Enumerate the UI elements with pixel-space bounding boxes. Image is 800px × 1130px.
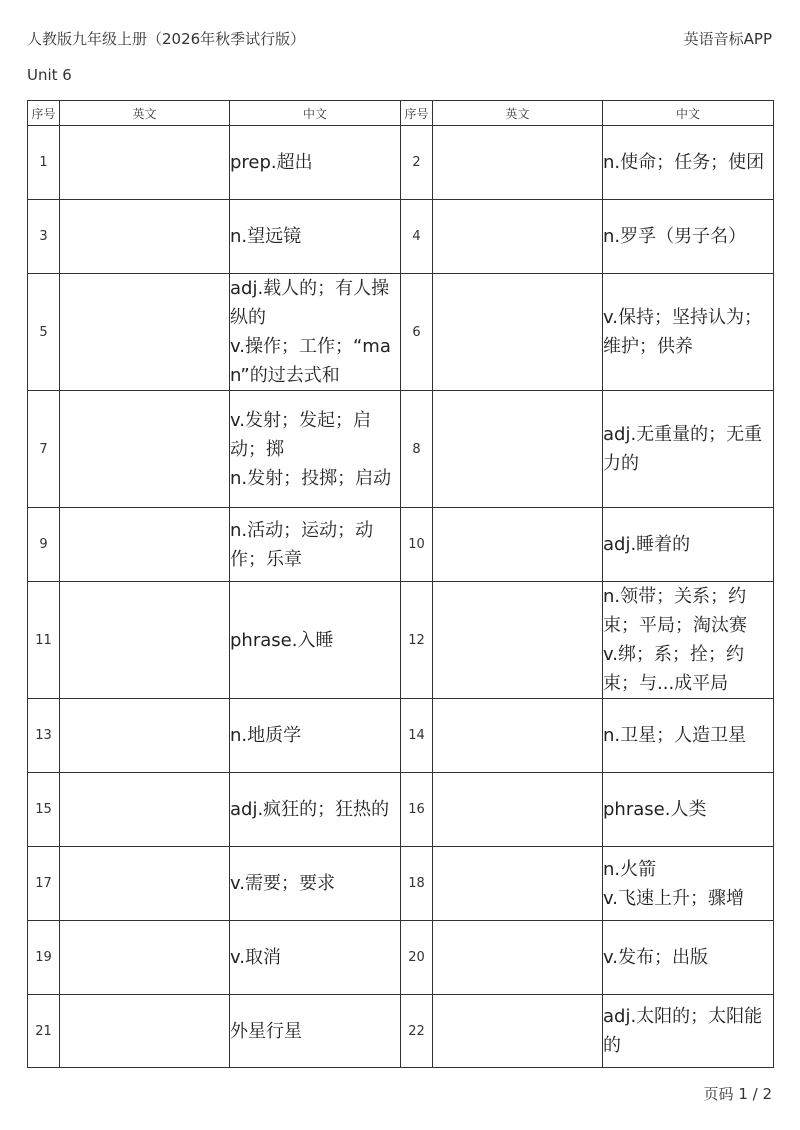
chinese-meaning — [230, 995, 401, 1068]
chinese-meaning — [230, 847, 401, 921]
meaning-line: adj.太阳的；太阳能的 — [603, 1006, 763, 1056]
chinese-meaning — [230, 200, 401, 274]
document-title: 人教版九年级上册（2026年秋季试行版） — [27, 30, 306, 48]
chinese-meaning — [230, 582, 401, 699]
entry-number: 17 — [28, 847, 60, 921]
english-blank — [60, 699, 230, 773]
chinese-meaning — [603, 699, 774, 773]
meaning-line: v.绑；系；拴；约束；与...成平局 — [603, 644, 744, 694]
meaning-line: v.飞速上升；骤增 — [603, 887, 744, 909]
meaning-line: adj.疯狂的；狂热的 — [230, 799, 390, 820]
page-number: 页码 1 / 2 — [703, 1085, 772, 1103]
entry-number: 21 — [28, 995, 60, 1068]
chinese-meaning — [230, 921, 401, 995]
english-blank — [433, 995, 603, 1068]
english-blank — [60, 995, 230, 1068]
meaning-line: n.罗孚（男子名） — [603, 226, 747, 247]
entry-number: 2 — [401, 126, 433, 200]
english-blank — [60, 773, 230, 847]
meaning-line: phrase.人类 — [603, 799, 707, 820]
header-english-right: 英文 — [433, 101, 603, 126]
header-english-left: 英文 — [60, 101, 230, 126]
english-blank — [433, 274, 603, 391]
meaning-line: n.望远镜 — [230, 226, 302, 247]
entry-number: 4 — [401, 200, 433, 274]
entry-number: 14 — [401, 699, 433, 773]
entry-number: 15 — [28, 773, 60, 847]
header-number-right: 序号 — [401, 101, 433, 126]
english-blank — [433, 126, 603, 200]
chinese-meaning — [603, 200, 774, 274]
chinese-meaning — [603, 847, 774, 921]
header-chinese-right: 中文 — [603, 101, 774, 126]
english-blank — [433, 699, 603, 773]
chinese-meaning — [603, 391, 774, 508]
english-blank — [60, 508, 230, 582]
entry-number: 1 — [28, 126, 60, 200]
english-blank — [433, 921, 603, 995]
chinese-meaning — [230, 508, 401, 582]
chinese-meaning — [230, 391, 401, 508]
chinese-meaning — [603, 274, 774, 391]
english-blank — [433, 391, 603, 508]
english-blank — [433, 508, 603, 582]
english-blank — [60, 847, 230, 921]
meaning-line: n.卫星；人造卫星 — [603, 725, 747, 746]
table-body — [28, 126, 774, 1068]
header-chinese-left: 中文 — [230, 101, 401, 126]
unit-title: Unit 6 — [27, 66, 72, 84]
meaning-line: n.领带；关系；约束；平局；淘汰赛 — [603, 586, 747, 636]
meaning-line: v.取消 — [230, 947, 281, 968]
meaning-line: 外星行星 — [230, 1020, 302, 1042]
table-row — [28, 847, 774, 921]
table-row — [28, 582, 774, 699]
header-number-left: 序号 — [28, 101, 60, 126]
english-blank — [60, 921, 230, 995]
table-row — [28, 126, 774, 200]
meaning-line: n.发射；投掷；启动 — [230, 467, 392, 489]
english-blank — [433, 200, 603, 274]
table-header-row — [28, 101, 774, 126]
english-blank — [60, 274, 230, 391]
entry-number: 7 — [28, 391, 60, 508]
chinese-meaning — [603, 126, 774, 200]
meaning-line: adj.载人的；有人操纵的 — [230, 278, 390, 328]
meaning-line: v.发射；发起；启动；掷 — [230, 409, 371, 460]
chinese-meaning — [230, 126, 401, 200]
meaning-line: v.保持；坚持认为；维护；供养 — [603, 307, 762, 357]
table-row — [28, 508, 774, 582]
chinese-meaning — [230, 699, 401, 773]
app-name: 英语音标APP — [683, 30, 772, 48]
meaning-line: n.活动；运动；动作；乐章 — [230, 519, 374, 570]
chinese-meaning — [230, 274, 401, 391]
table-row — [28, 773, 774, 847]
meaning-line: prep.超出 — [230, 152, 313, 173]
entry-number: 3 — [28, 200, 60, 274]
entry-number: 5 — [28, 274, 60, 391]
chinese-meaning — [603, 995, 774, 1068]
table-row — [28, 391, 774, 508]
entry-number: 20 — [401, 921, 433, 995]
english-blank — [433, 773, 603, 847]
chinese-meaning — [230, 773, 401, 847]
meaning-line: n.地质学 — [230, 725, 302, 746]
english-blank — [60, 126, 230, 200]
chinese-meaning — [603, 773, 774, 847]
meaning-line: v.发布；出版 — [603, 947, 708, 968]
entry-number: 13 — [28, 699, 60, 773]
entry-number: 18 — [401, 847, 433, 921]
entry-number: 11 — [28, 582, 60, 699]
meaning-line: n.使命；任务；使团 — [603, 152, 765, 173]
meaning-line: adj.睡着的 — [603, 534, 691, 555]
entry-number: 8 — [401, 391, 433, 508]
english-blank — [433, 582, 603, 699]
table-row — [28, 200, 774, 274]
english-blank — [433, 847, 603, 921]
entry-number: 12 — [401, 582, 433, 699]
entry-number: 9 — [28, 508, 60, 582]
table-row — [28, 995, 774, 1068]
meaning-line: n.火箭 — [603, 858, 657, 880]
meaning-line: adj.无重量的；无重力的 — [603, 424, 763, 474]
entry-number: 10 — [401, 508, 433, 582]
chinese-meaning — [603, 508, 774, 582]
vocabulary-table — [27, 100, 774, 1068]
entry-number: 6 — [401, 274, 433, 391]
english-blank — [60, 200, 230, 274]
english-blank — [60, 582, 230, 699]
table-row — [28, 274, 774, 391]
entry-number: 22 — [401, 995, 433, 1068]
meaning-line: v.操作；工作；“man”的过去式和 — [230, 336, 391, 386]
chinese-meaning — [603, 921, 774, 995]
table-row — [28, 699, 774, 773]
meaning-line: v.需要；要求 — [230, 873, 335, 894]
entry-number: 16 — [401, 773, 433, 847]
entry-number: 19 — [28, 921, 60, 995]
meaning-line: phrase.入睡 — [230, 629, 334, 651]
english-blank — [60, 391, 230, 508]
chinese-meaning — [603, 582, 774, 699]
table-row — [28, 921, 774, 995]
